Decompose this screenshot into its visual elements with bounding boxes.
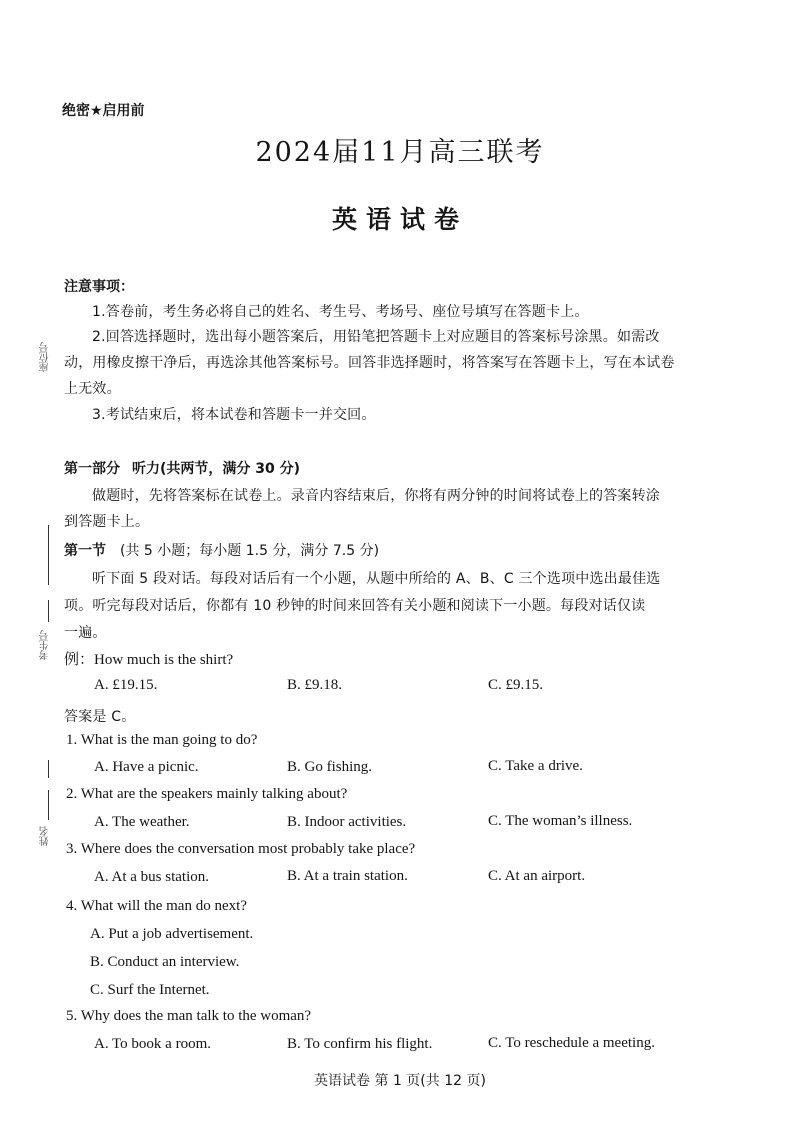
question-1: 1. What is the man going to do? xyxy=(66,732,258,748)
part1-title: 听力(共两节，满分 30 分) xyxy=(132,461,301,477)
question-5: 5. Why does the man talk to the woman? xyxy=(66,1008,312,1024)
notice-heading: 注意事项： xyxy=(64,279,134,295)
question-2: 2. What are the speakers mainly talking about? xyxy=(66,786,348,802)
page-footer: 英语试卷 第 1 页(共 12 页) xyxy=(314,1073,486,1089)
question-3: 3. Where does the conversation most probably take place? xyxy=(66,841,416,857)
section1-intro: 听下面 5 段对话。每段对话后有一个小题，从题中所给的 A、B、C 三个选项中选出最佳选 xyxy=(92,571,661,587)
question-4-option-a: A. Put a job advertisement. xyxy=(90,926,254,942)
confidential-mark: 绝密★启用前 xyxy=(62,103,145,119)
part1-intro: 做题时，先将答案标在试卷上。录音内容结束后，你将有两分钟的时间将试卷上的答案转涂 xyxy=(92,488,660,504)
example-option-c: C. £9.15. xyxy=(488,677,544,693)
question-4-option-c: C. Surf the Internet. xyxy=(90,982,210,998)
question-2-option-a: A. The weather. xyxy=(94,814,190,830)
margin-exam-number-label: 考生号 xyxy=(40,630,51,660)
example-option-b: B. £9.18. xyxy=(287,677,343,693)
question-5-option-c: C. To reschedule a meeting. xyxy=(488,1035,655,1051)
section1-label: 第一节 xyxy=(64,543,106,559)
section1-heading xyxy=(64,540,379,560)
notice-item-2: 2.回答选择题时，选出每小题答案后，用铅笔把答题卡上对应题目的答案标号涂黑。如需改 xyxy=(92,329,660,345)
binding-line xyxy=(48,525,49,585)
section1-title: (共 5 小题；每小题 1.5 分，满分 7.5 分) xyxy=(120,543,380,559)
question-5-option-b: B. To confirm his flight. xyxy=(287,1036,433,1052)
part1-intro-cont: 到答题卡上。 xyxy=(64,514,150,530)
question-2-option-c: C. The woman’s illness. xyxy=(488,813,633,829)
question-4-option-b: B. Conduct an interview. xyxy=(90,954,240,970)
notice-item-3: 3.考试结束后，将本试卷和答题卡一并交回。 xyxy=(92,407,376,423)
example-option-a: A. £19.15. xyxy=(94,677,158,693)
example-question: 例：How much is the shirt? xyxy=(64,652,234,668)
question-3-option-c: C. At an airport. xyxy=(488,868,586,884)
binding-line xyxy=(48,600,49,622)
binding-line xyxy=(48,760,49,778)
question-3-option-b: B. At a train station. xyxy=(287,868,408,884)
notice-item-2-cont: 上无效。 xyxy=(64,381,121,397)
margin-name-label: 姓名 xyxy=(40,826,51,846)
notice-item-2-cont: 动，用橡皮擦干净后，再选涂其他答案标号。回答非选择题时，将答案写在答题卡上，写在本试卷 xyxy=(64,355,675,371)
exam-subtitle: 英语试卷 xyxy=(331,205,468,234)
question-1-option-c: C. Take a drive. xyxy=(488,758,583,774)
example-answer: 答案是 C。 xyxy=(64,709,136,725)
question-3-option-a: A. At a bus station. xyxy=(94,869,209,885)
question-5-option-a: A. To book a room. xyxy=(94,1036,211,1052)
question-4: 4. What will the man do next? xyxy=(66,898,247,914)
exam-title: 2024届11月高三联考 xyxy=(255,137,545,168)
part1-label: 第一部分 xyxy=(64,461,120,477)
question-1-option-b: B. Go fishing. xyxy=(287,759,373,775)
notice-item-1: 1.答卷前，考生务必将自己的姓名、考生号、考场号、座位号填写在答题卡上。 xyxy=(92,304,589,320)
section1-intro-cont: 一遍。 xyxy=(64,625,107,641)
question-2-option-b: B. Indoor activities. xyxy=(287,814,407,830)
margin-seat-label: 座位号 xyxy=(40,342,51,372)
binding-line xyxy=(48,790,49,820)
part1-heading xyxy=(64,458,300,478)
question-1-option-a: A. Have a picnic. xyxy=(94,759,199,775)
section1-intro-cont: 项。听完每段对话后，你都有 10 秒钟的时间来回答有关小题和阅读下一小题。每段对话仅读 xyxy=(64,598,646,614)
